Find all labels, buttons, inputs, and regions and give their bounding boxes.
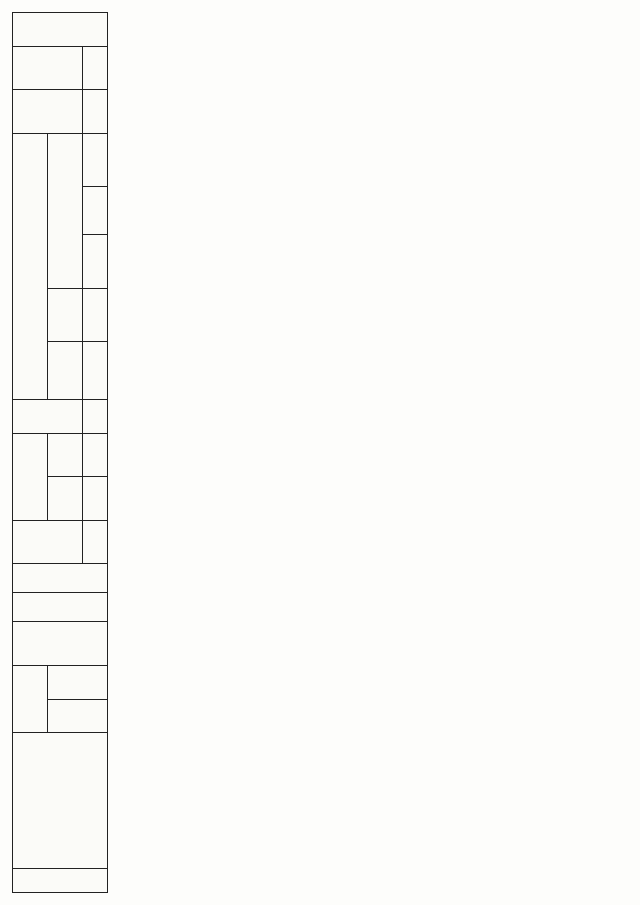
header-row-no (13, 868, 108, 892)
unit-residents (83, 399, 108, 433)
header-entrances (13, 564, 108, 593)
header-unit-cost (13, 90, 83, 134)
header-area-total (48, 477, 83, 521)
header-year-commissioning (48, 699, 108, 733)
header-wall-material (13, 622, 108, 666)
header-cost-owners (83, 133, 108, 186)
header-floors (13, 593, 108, 622)
unit-area-incl (83, 433, 108, 477)
header-cost-total (48, 341, 83, 399)
header-cost-group (13, 133, 48, 399)
header-year-last-repair (48, 665, 108, 699)
unit-cost-fund (83, 288, 108, 341)
header-year-group (13, 665, 48, 733)
header-cost-local (83, 187, 108, 235)
header-cost-fund (48, 288, 83, 341)
header-completion-date (13, 13, 108, 47)
header-total-area (13, 520, 83, 564)
header-cost-incl-group (48, 133, 83, 288)
header-limit-cost (13, 46, 83, 90)
header-area-group (13, 433, 48, 520)
header-area-incl (48, 433, 83, 477)
unit-area-total (83, 477, 108, 521)
mkd-repair-table (12, 12, 628, 893)
unit-limit-cost (83, 46, 108, 90)
document-sheet (12, 12, 628, 893)
unit-unit-cost (83, 90, 108, 134)
unit-total-area (83, 520, 108, 564)
header-residents (13, 399, 83, 433)
header-cost-regional (83, 235, 108, 288)
unit-cost-total (83, 341, 108, 399)
header-address (13, 733, 108, 868)
table-body (108, 13, 629, 893)
